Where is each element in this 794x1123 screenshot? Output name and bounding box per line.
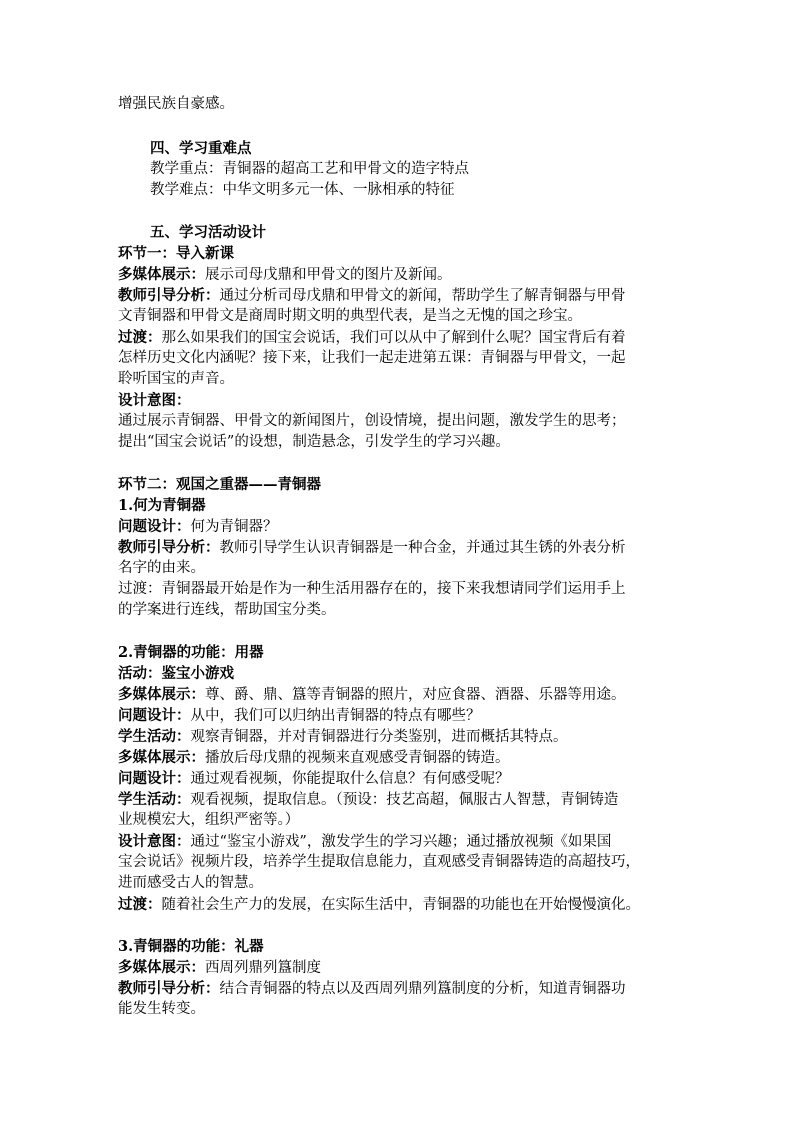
text-line <box>118 327 688 349</box>
line-label: 教师引导分析： <box>118 287 220 304</box>
line-label: 多媒体展示： <box>118 749 205 766</box>
line-text: 教学难点：中华文明多元一体、一脉相承的特征 <box>150 182 455 198</box>
line-label: 问题设计： <box>118 770 191 787</box>
line-label: 活动：鉴宝小游戏 <box>118 665 234 682</box>
line-label: 五、学习活动设计 <box>150 224 266 241</box>
text-line <box>118 558 688 579</box>
text-line <box>118 306 688 327</box>
text-line <box>118 999 688 1020</box>
line-text: 宝会说话》视频片段，培养学生提取信息能力，直观感受青铜器铸造的高超技巧， <box>118 854 640 870</box>
text-line <box>118 747 688 769</box>
line-text: 通过分析司母戊鼎和甲骨文的新闻，帮助学生了解青铜器与甲骨 <box>219 288 626 304</box>
text-line <box>118 369 688 390</box>
line-label: 环节二：观国之重器——青铜器 <box>118 476 321 493</box>
line-text: 聆听国宝的声音。 <box>118 371 234 387</box>
line-text: 何为青铜器？ <box>190 519 278 535</box>
text-line <box>118 705 688 727</box>
text-line <box>118 852 688 873</box>
text-line <box>118 726 688 748</box>
line-label: 2.青铜器的功能：用器 <box>118 644 264 661</box>
line-text: 文青铜器和甲骨文是商周时期文明的典型代表，是当之无愧的国之珍宝。 <box>118 308 582 324</box>
line-text: 进而感受古人的智慧。 <box>118 875 263 891</box>
line-text: 尊、爵、鼎、簋等青铜器的照片，对应食器、酒器、乐器等用途。 <box>205 687 626 703</box>
line-text: 播放后母戊鼎的视频来直观感受青铜器的铸造。 <box>205 750 510 766</box>
line-text: 业规模宏大，组织严密等。） <box>118 812 300 828</box>
line-text: 从中，我们可以归纳出青铜器的特点有哪些？ <box>190 708 481 724</box>
text-line <box>118 348 688 369</box>
line-text: 教学重点：青铜器的超高工艺和甲骨文的造字特点 <box>150 161 469 177</box>
text-line <box>118 810 688 831</box>
line-label: 问题设计： <box>118 518 191 535</box>
line-label: 设计意图： <box>118 833 191 850</box>
line-text: 观察青铜器，并对青铜器进行分类鉴别，进而概括其特点。 <box>190 729 568 745</box>
line-text: 提出“国宝会说话”的设想，制造悬念，引发学生的学习兴趣。 <box>118 434 510 450</box>
text-line <box>118 600 688 621</box>
line-text: 结合青铜器的特点以及西周列鼎列簋制度的分析，知道青铜器功 <box>219 981 626 997</box>
text-line <box>150 180 720 201</box>
text-line <box>118 474 688 496</box>
text-line <box>118 432 688 453</box>
line-label: 多媒体展示： <box>118 266 205 283</box>
text-line <box>118 94 688 115</box>
line-text: 通过观看视频，你能提取什么信息？有何感受呢？ <box>190 771 510 787</box>
text-line <box>118 978 688 1000</box>
text-line <box>118 495 688 517</box>
text-line <box>118 537 688 559</box>
text-line <box>118 873 688 894</box>
line-text: 西周列鼎列簋制度 <box>205 960 321 976</box>
line-label: 四、学习重难点 <box>150 140 252 157</box>
text-line <box>118 642 688 664</box>
line-text: 通过“鉴宝小游戏”，激发学生的学习兴趣；通过播放视频《如果国 <box>190 834 612 850</box>
text-line <box>118 957 688 979</box>
line-label: 问题设计： <box>118 707 191 724</box>
line-label: 多媒体展示： <box>118 686 205 703</box>
text-line <box>118 831 688 853</box>
line-label: 多媒体展示： <box>118 959 205 976</box>
line-text: 名字的由来。 <box>118 560 205 576</box>
line-text: 那么如果我们的国宝会说话，我们可以从中了解到什么呢？国宝背后有着 <box>161 330 626 346</box>
line-label: 学生活动： <box>118 791 191 808</box>
text-line <box>118 411 688 432</box>
line-text: 过渡：青铜器最开始是作为一种生活用器存在的，接下来我想请同学们运用手上 <box>118 581 626 597</box>
line-label: 过渡： <box>118 896 162 913</box>
line-text: 教师引导学生认识青铜器是一种合金，并通过其生锈的外表分析 <box>219 540 626 556</box>
line-label: 设计意图： <box>118 392 191 409</box>
line-text: 通过展示青铜器、甲骨文的新闻图片，创设情境，提出问题，激发学生的思考； <box>118 413 626 429</box>
line-text: 能发生转变。 <box>118 1001 205 1017</box>
line-text: 观看视频，提取信息。（预设：技艺高超，佩服古人智慧，青铜铸造 <box>190 792 619 808</box>
text-line <box>118 789 688 811</box>
text-line <box>118 936 688 958</box>
line-text: 增强民族自豪感。 <box>118 96 234 112</box>
line-label: 学生活动： <box>118 728 191 745</box>
text-line <box>118 390 688 412</box>
text-line <box>150 222 720 244</box>
text-line <box>118 768 688 790</box>
line-text: 随着社会生产力的发展，在实际生活中，青铜器的功能也在开始慢慢演化。 <box>161 897 640 913</box>
line-label: 教师引导分析： <box>118 539 220 556</box>
text-line <box>150 138 720 160</box>
line-text: 展示司母戊鼎和甲骨文的图片及新闻。 <box>205 267 452 283</box>
text-line <box>118 894 688 916</box>
line-label: 3.青铜器的功能：礼器 <box>118 938 264 955</box>
text-line <box>118 684 688 706</box>
line-label: 过渡： <box>118 329 162 346</box>
text-line <box>150 159 720 180</box>
text-line <box>118 579 688 600</box>
text-line <box>118 243 688 265</box>
line-label: 1.何为青铜器 <box>118 497 206 514</box>
text-line <box>118 264 688 286</box>
text-line <box>118 663 688 685</box>
line-text: 怎样历史文化内涵呢？接下来，让我们一起走进第五课：青铜器与甲骨文，一起 <box>118 350 626 366</box>
line-label: 环节一：导入新课 <box>118 245 234 262</box>
line-text: 的学案进行连线，帮助国宝分类。 <box>118 602 336 618</box>
text-line <box>118 285 688 307</box>
line-label: 教师引导分析： <box>118 980 220 997</box>
text-line <box>118 516 688 538</box>
